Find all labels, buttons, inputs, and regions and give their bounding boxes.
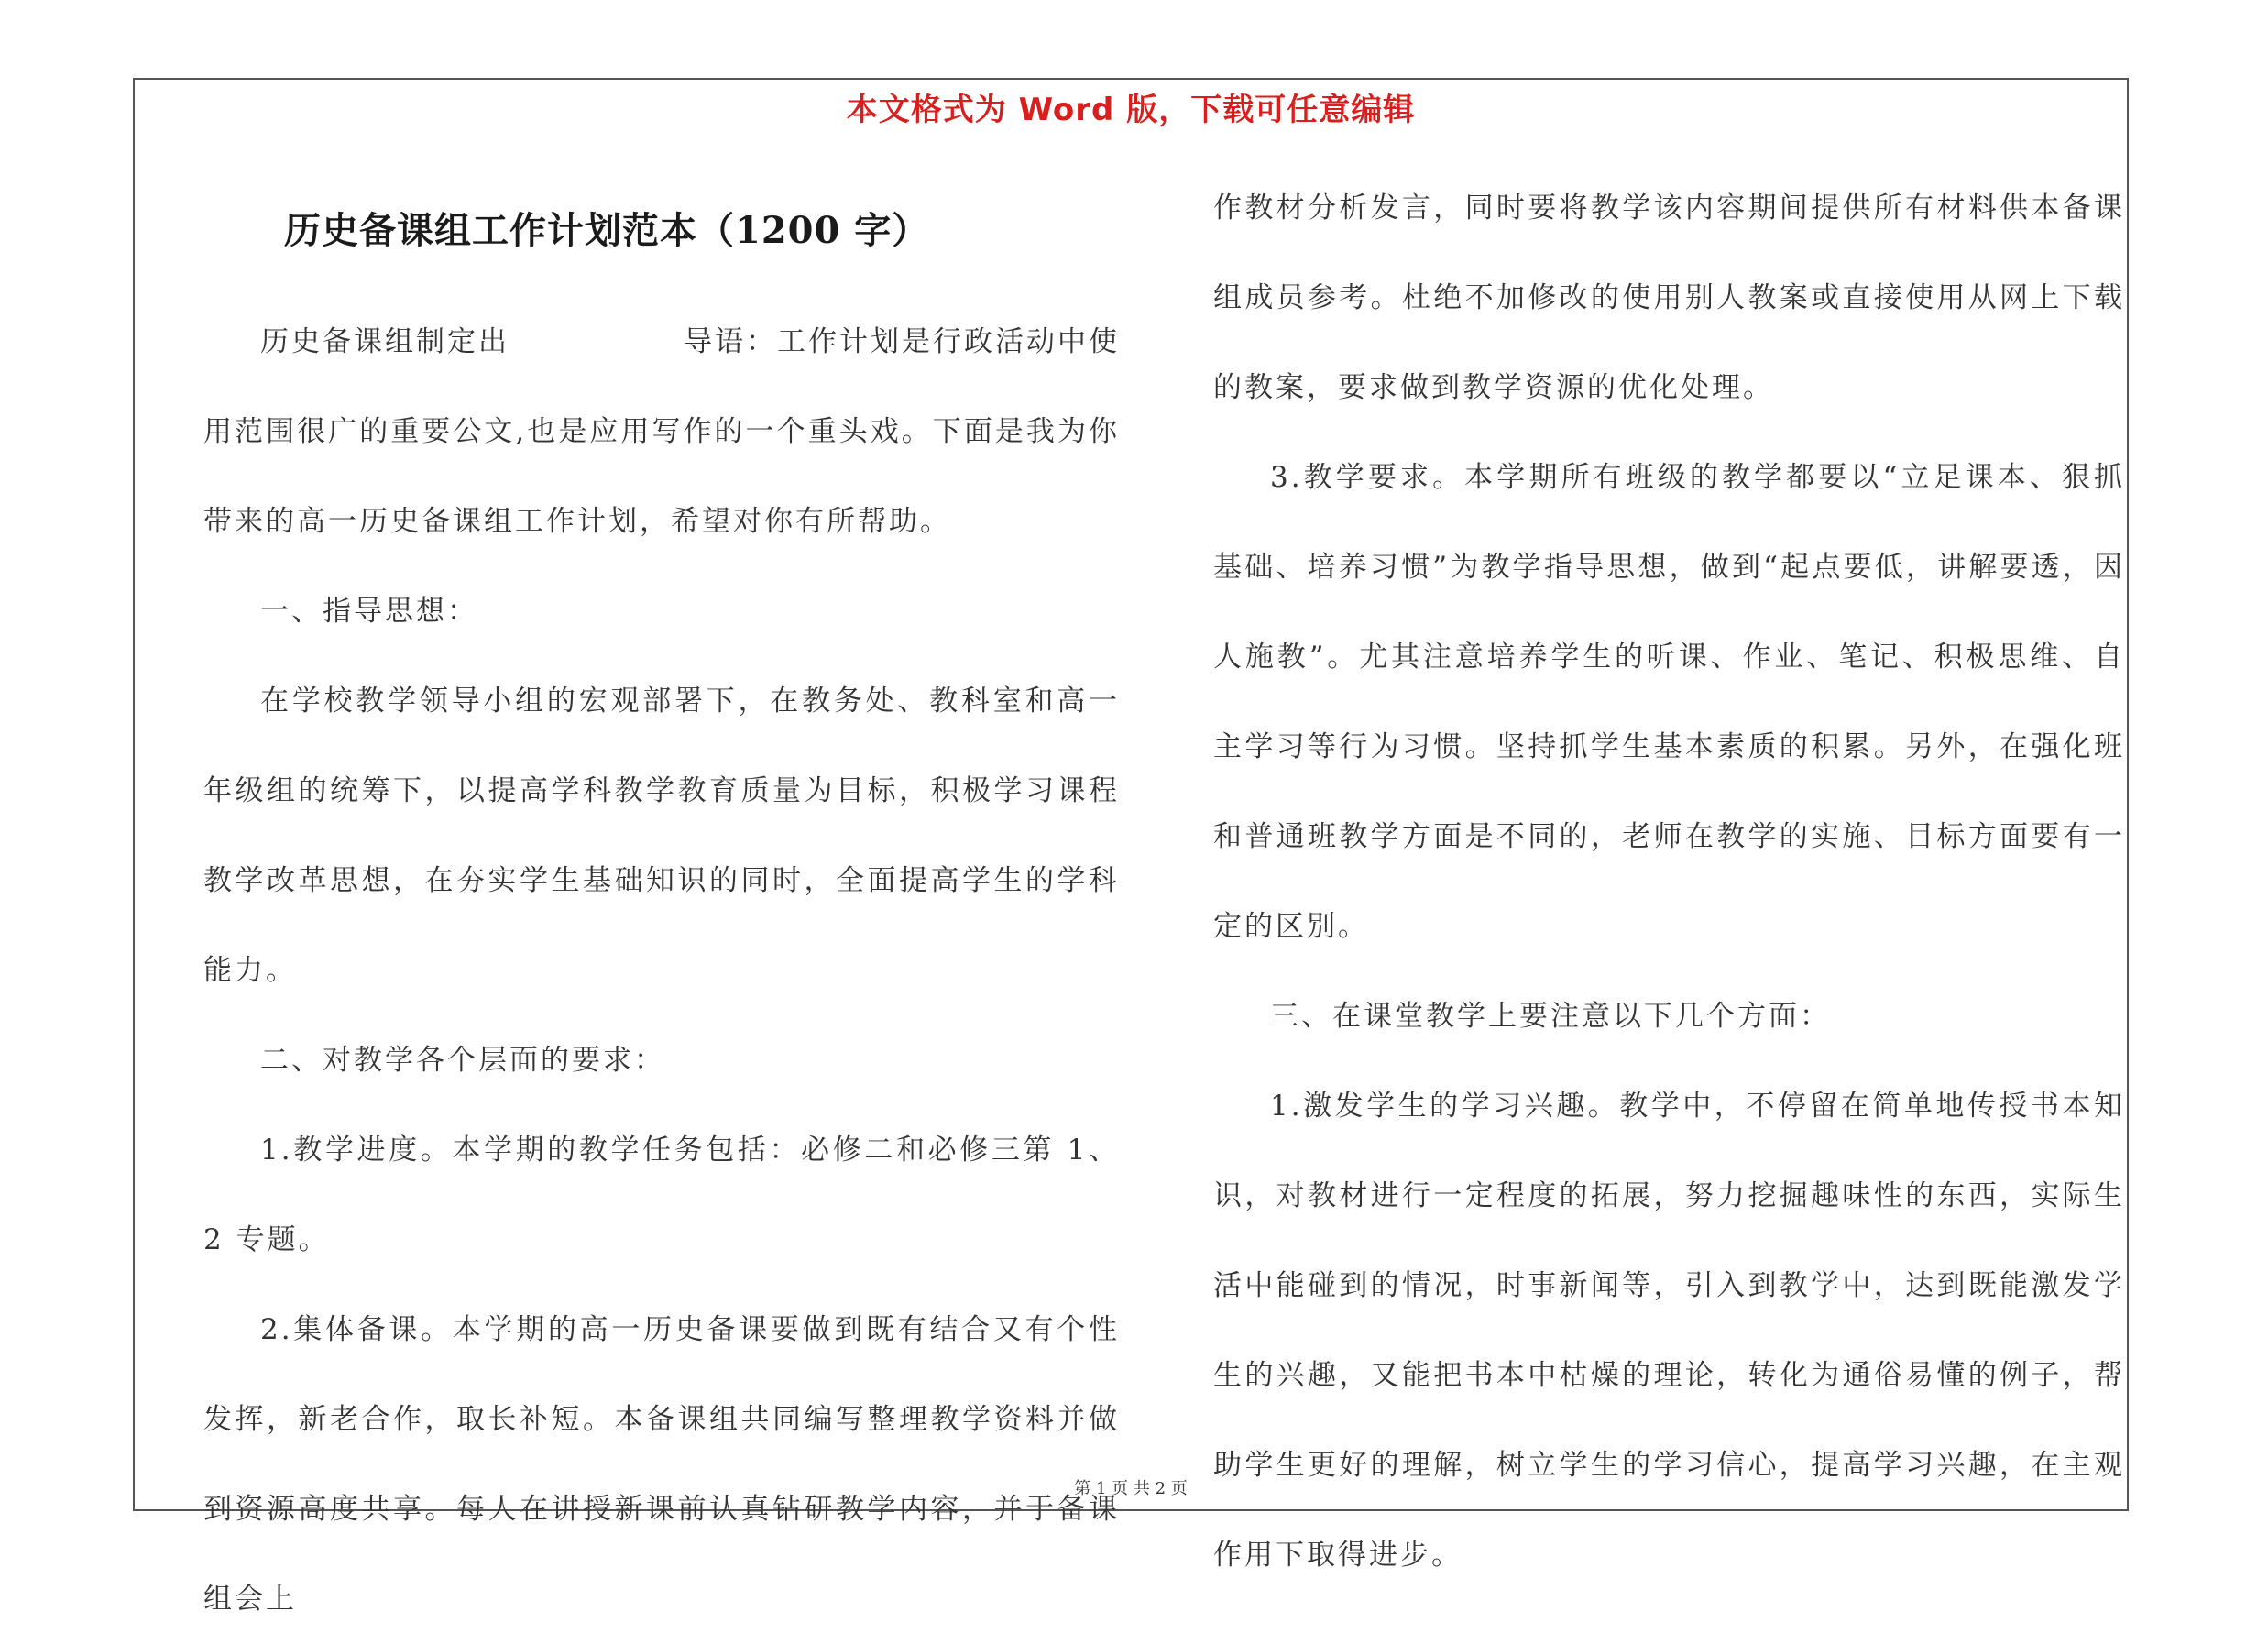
page-number: 第 1 页 共 2 页 [1074,1479,1188,1498]
format-banner: 本文格式为 Word 版，下载可任意编辑 [846,92,1416,128]
item-stimulate-interest: 1.激发学生的学习兴趣。教学中，不停留在简单地传授书本知识，对教材进行一定程度的拓展，努力挖掘趣味性的东西，实际生活中能碰到的情况，时事新闻等，引入到教学中，达到既能激发学生的兴趣，又能把书本中枯燥的理论，转化为通俗易懂的例子，帮助学生更好的理解，树立学生的学习信心，提高学习兴趣，在主观作用下取得进步。 [1213,1090,2125,1572]
right-column [1213,163,2125,1600]
item-teaching-progress: 1.教学进度。本学期的教学任务包括：必修二和必修三第 1、2 专题。 [203,1134,1120,1256]
paragraph-guiding-ideology: 在学校教学领导小组的宏观部署下，在教务处、教科室和高一年级组的统筹下，以提高学科教学教育质量为目标，积极学习课程教学改革思想，在夯实学生基础知识的同时，全面提高学生的学科能力。 [203,685,1120,987]
intro-author: 历史备课组制定出 [260,325,509,358]
left-column [203,297,1120,1644]
heading-classroom-teaching: 三、在课堂教学上要注意以下几个方面： [1270,1000,1831,1033]
item-collective-preparation-continued: 作教材分析发言，同时要将教学该内容期间提供所有材料供本备课组成员参考。杜绝不加修改的使用别人教案或直接使用从网上下载的教案，要求做到教学资源的优化处理。 [1213,192,2125,404]
item-collective-preparation: 2.集体备课。本学期的高一历史备课要做到既有结合又有个性发挥，新老合作，取长补短。本备课组共同编写整理教学资料并做到资源高度共享。每人在讲授新课前认真钻研教学内容，并于备课组会上 [203,1313,1120,1616]
heading-teaching-requirements: 二、对教学各个层面的要求： [260,1044,665,1077]
intro-lead: 导语：工作计划是行政活动中使用范围很广的重要公文,也是应用写作的一个重头戏。下面是我为你带来的高一历史备课组工作计划，希望对你有所帮助。 [203,325,1120,538]
document-title: 历史备课组工作计划范本（1200 字） [284,209,930,252]
heading-guiding-ideology: 一、指导思想： [260,595,478,628]
intro-paragraph [203,297,1120,566]
item-teaching-demands: 3.教学要求。本学期所有班级的教学都要以“立足课本、狠抓基础、培养习惯”为教学指导思想，做到“起点要低，讲解要透，因人施教”。尤其注意培养学生的听课、作业、笔记、积极思维、自主学习等行为习惯。坚持抓学生基本素质的积累。另外，在强化班和普通班教学方面是不同的，老师在教学的实施、目标方面要有一定的区别。 [1213,461,2125,943]
